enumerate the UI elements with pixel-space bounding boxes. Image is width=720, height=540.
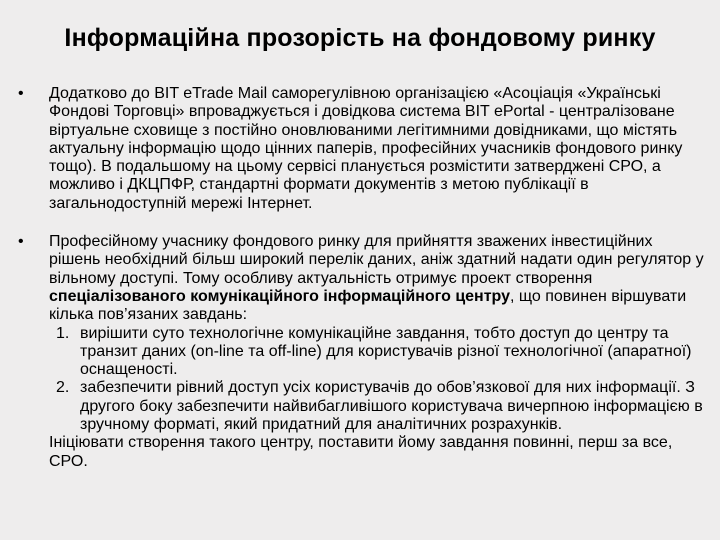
bullet-emphasis-text: спеціалізованого комунікаційного інформаційного центру xyxy=(49,287,511,305)
item-number: 2. xyxy=(56,379,70,397)
slide-title: Інформаційна прозорість на фондовому ринку xyxy=(64,24,656,52)
bullet-text: Додатково до BIT eTrade Mail саморегулівною організацією «Асоціація «Українські Фондові Торговці» впроваджується і довідкова система BIT ePortal - централізоване віртуальне сховище з постійно оновлюваними легітимними довідниками, що містять актуальну інформацію щодо цінних паперів, професійних учасників фондового ринку тощо). В подальшому на цьому сервісі планується розмістити затверджені СРО, а можливо і ДКЦПФР, стандартні формати документів з метою публікації в загальнодоступній мережі Інтернет. xyxy=(49,85,683,212)
bullet-item-2 xyxy=(18,233,708,471)
item-text: забезпечити рівний доступ усіх користувачів до обов’язкової для них інформації. З другого боку забезпечити найвибагливішого користувача вичерпною інформацією в зручному форматі, який придатний для аналітичних розрахунків. xyxy=(80,379,703,434)
numbered-list xyxy=(49,325,708,435)
bullet-item-1 xyxy=(18,85,708,213)
closing-text: Ініціювати створення такого центру, поставити йому завдання повинні, перш за все, СРО. xyxy=(49,434,673,470)
numbered-item-2 xyxy=(49,379,708,434)
bullet-list xyxy=(18,85,708,471)
numbered-item-1 xyxy=(49,325,708,380)
item-number: 1. xyxy=(56,324,70,342)
item-text: вирішити суто технологічне комунікаційне завдання, тобто доступ до центру та транзит даних (on-line та off-line) для користувачів різної технологічної (апаратної) оснащеності. xyxy=(80,324,692,379)
bullet-after-text: , що повинен віршувати кілька пов’язаних завдань: xyxy=(49,287,687,324)
bullet-dot: • xyxy=(18,85,24,102)
bullet-intro-text: Професійному учаснику фондового ринку для прийняття зважених інвестиційних рішень необхідний більш широкий перелік даних, аніж здатний надати один регулятор у вільному доступі. Тому особливу актуальність отримує проект створення xyxy=(49,233,704,287)
bullet-dot: • xyxy=(18,233,24,251)
